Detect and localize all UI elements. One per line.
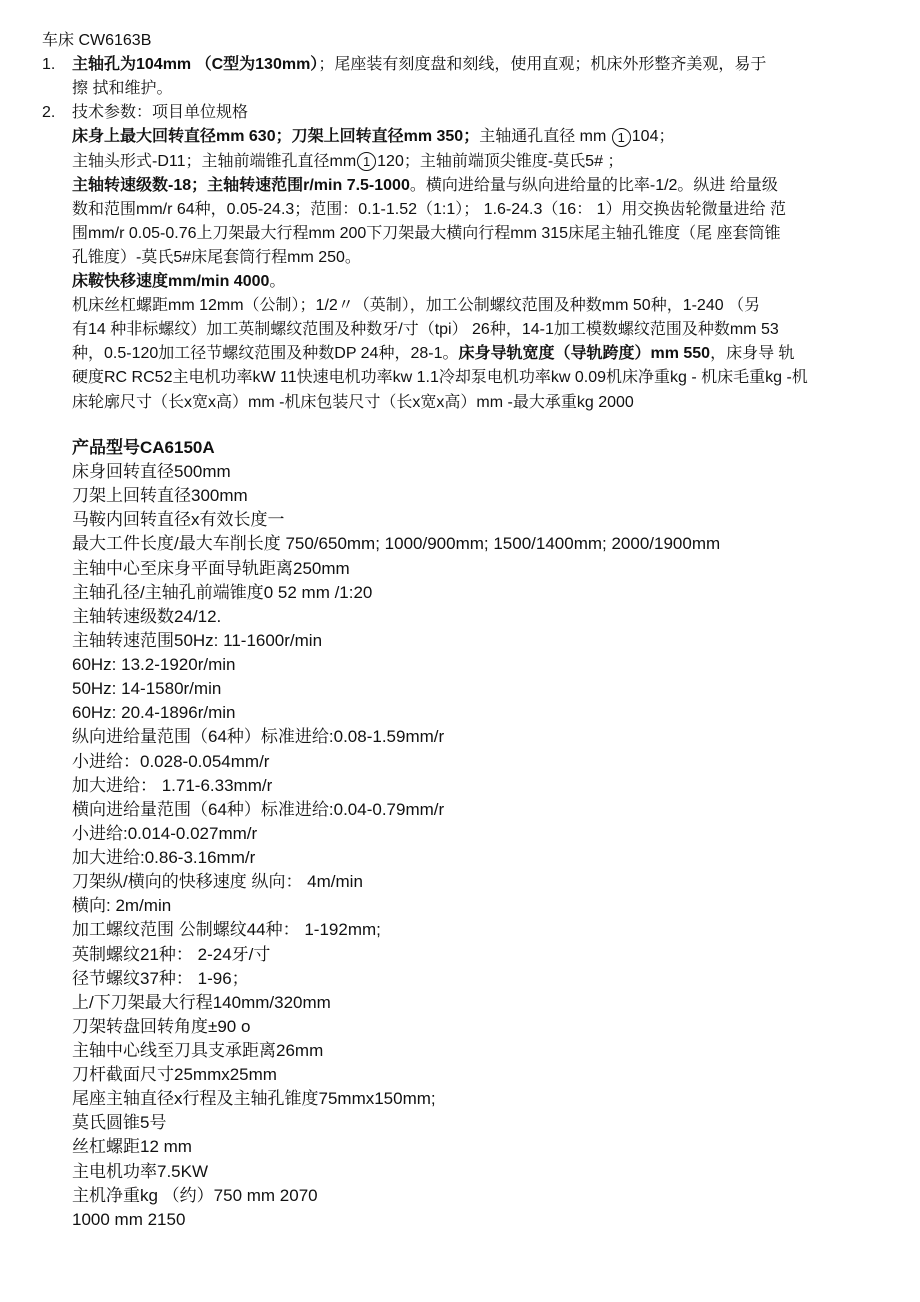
spec-line: 加大进给:0.86-3.16mm/r bbox=[72, 848, 256, 868]
list-number: 2. bbox=[42, 104, 56, 122]
text-segment: 硬度RC RC52主电机功率kW 11快速电机功率kw 1.1冷却泵电机功率kw 0.09机床净重kg - 机床毛重kg -机 bbox=[72, 369, 808, 387]
cw6163b-line bbox=[72, 392, 634, 414]
spec-line: 刀架上回转直径300mm bbox=[72, 486, 248, 506]
product-model-heading: 产品型号CA6150A bbox=[72, 438, 215, 457]
spec-line: 丝杠螺距12 mm bbox=[72, 1137, 192, 1157]
text-segment: 104； bbox=[631, 128, 675, 146]
spec-line: 横向: 2m/min bbox=[72, 896, 172, 916]
text-segment: 车床 CW6163B bbox=[42, 32, 152, 49]
spec-line: 刀架转盘回转角度±90 o bbox=[72, 1016, 251, 1036]
spec-line: 马鞍内回转直径x有效长度一 bbox=[72, 510, 285, 530]
spec-line: 60Hz: 13.2-1920r/min bbox=[72, 655, 236, 675]
text-segment: ；尾座装有刻度盘和刻线，使用直观；机床外形整齐美观，易于 bbox=[318, 56, 767, 74]
spec-line: 主轴转速级数24/12. bbox=[72, 606, 222, 626]
text-segment: 孔锥度）-莫氏5#床尾套筒行程mm 250。 bbox=[72, 248, 361, 266]
text-segment: 有14 种非标螺纹）加工英制螺纹范围及种数牙/寸（tpi） 26种，14-1加工模数螺纹范围及种数mm 53 bbox=[72, 321, 779, 339]
spec-line: 最大工件长度/最大车削长度 750/650mm; 1000/900mm; 1500/1400mm; 2000/1900mm bbox=[72, 534, 721, 554]
cw6163b-line bbox=[72, 343, 795, 365]
text-segment: 。横向进给量与纵向进给量的比率-1/2。纵进 给量级 bbox=[409, 176, 778, 194]
circled-number: 1 bbox=[612, 128, 631, 147]
cw6163b-line bbox=[72, 175, 778, 197]
text-segment: 擦 拭和维护。 bbox=[72, 80, 173, 98]
text-segment: 主轴转速级数-18；主轴转速范围r/min 7.5-1000 bbox=[72, 176, 410, 194]
spec-line: 50Hz: 14-1580r/min bbox=[72, 679, 222, 699]
text-segment: 主轴头形式-D11；主轴前端锥孔直径mm bbox=[72, 152, 357, 170]
cw6163b-line bbox=[72, 78, 172, 100]
cw6163b-line bbox=[42, 30, 151, 52]
spec-line: 加大进给： 1.71-6.33mm/r bbox=[72, 775, 273, 795]
spec-line: 主轴中心至床身平面导轨距离250mm bbox=[72, 558, 350, 578]
cw6163b-line bbox=[42, 102, 249, 124]
spec-line: 刀杆截面尺寸25mmx25mm bbox=[72, 1065, 277, 1085]
spec-line: 1000 mm 2150 bbox=[72, 1209, 186, 1229]
text-segment: 主轴通孔直径 mm bbox=[479, 128, 611, 146]
text-segment: 数和范围mm/r 64种，0.05-24.3；范围：0.1-1.52（1:1）； 1.6-24.3（16： 1）用交换齿轮微量进给 范 bbox=[72, 200, 786, 218]
spec-line: 主轴中心线至刀具支承距离26mm bbox=[72, 1041, 324, 1060]
spec-line: 床身回转直径500mm bbox=[72, 462, 231, 482]
text-segment: 床身上最大回转直径mm 630；刀架上回转直径mm 350； bbox=[72, 128, 480, 146]
spec-line: 英制螺纹21种： 2-24牙/寸 bbox=[72, 944, 271, 964]
spec-line: 刀架纵/横向的快移速度 纵向： 4m/min bbox=[72, 872, 363, 892]
text-segment: 床身导轨宽度（导轨跨度）mm 550 bbox=[458, 345, 711, 363]
cw6163b-line bbox=[72, 247, 361, 269]
spec-line: 横向进给量范围（64种）标准进给:0.04-0.79mm/r bbox=[72, 799, 445, 819]
cw6163b-line bbox=[72, 223, 781, 245]
spec-line: 小进给:0.014-0.027mm/r bbox=[72, 823, 258, 843]
cw6163b-line bbox=[72, 367, 808, 389]
spec-line: 径节螺纹37种： 1-96； bbox=[72, 968, 249, 988]
cw6163b-line bbox=[72, 319, 779, 341]
spec-line: 小进给：0.028-0.054mm/r bbox=[72, 751, 270, 771]
text-segment: ，床身导 轨 bbox=[710, 345, 795, 363]
text-segment: 床鞍快移速度mm/min 4000 bbox=[72, 273, 270, 290]
spec-line: 主轴转速范围50Hz: 11-1600r/min bbox=[72, 630, 323, 650]
cw6163b-line bbox=[72, 271, 285, 293]
cw6163b-line bbox=[72, 151, 623, 173]
spec-line: 主电机功率7.5KW bbox=[72, 1161, 209, 1181]
text-segment: 种，0.5-120加工径节螺纹范围及种数DP 24种，28-1。 bbox=[72, 345, 459, 363]
cw6163b-line bbox=[72, 126, 674, 148]
text-segment: 床轮廓尺寸（长x宽x高）mm -机床包装尺寸（长x宽x高）mm -最大承重kg 2000 bbox=[72, 393, 634, 411]
spec-line: 60Hz: 20.4-1896r/min bbox=[72, 703, 236, 723]
spec-line: 纵向进给量范围（64种）标准进给:0.08-1.59mm/r bbox=[72, 727, 445, 747]
spec-line: 主机净重kg （约）750 mm 2070 bbox=[72, 1185, 318, 1205]
cw6163b-line bbox=[42, 54, 767, 76]
text-segment: 技术参数：项目单位规格 bbox=[72, 104, 249, 122]
text-segment: 。 bbox=[269, 273, 286, 290]
spec-line: 主轴孔径/主轴孔前端锥度0 52 mm /1:20 bbox=[72, 582, 373, 602]
spec-line: 尾座主轴直径x行程及主轴孔锥度75mmx150mm; bbox=[72, 1089, 436, 1109]
text-segment: 120；主轴前端顶尖锥度-莫氏5# ； bbox=[377, 152, 624, 170]
spec-line: 莫氏圆锥5号 bbox=[72, 1113, 167, 1133]
spec-line: 加工螺纹范围 公制螺纹44种： 1-192mm; bbox=[72, 920, 381, 940]
spec-line: 上/下刀架最大行程140mm/320mm bbox=[72, 992, 331, 1012]
cw6163b-line bbox=[72, 295, 760, 317]
text-segment: 围mm/r 0.05-0.76上刀架最大行程mm 200下刀架最大横向行程mm 315床尾主轴孔锥度（尾 座套筒锥 bbox=[72, 224, 781, 242]
text-segment: 主轴孔为104mm （C型为130mm） bbox=[72, 56, 319, 74]
circled-number: 1 bbox=[357, 152, 376, 171]
cw6163b-line bbox=[72, 199, 786, 221]
text-segment: 机床丝杠螺距mm 12mm（公制）；1/2〃（英制），加工公制螺纹范围及种数mm 50种，1-240 （另 bbox=[72, 297, 761, 315]
list-number: 1. bbox=[42, 56, 56, 74]
